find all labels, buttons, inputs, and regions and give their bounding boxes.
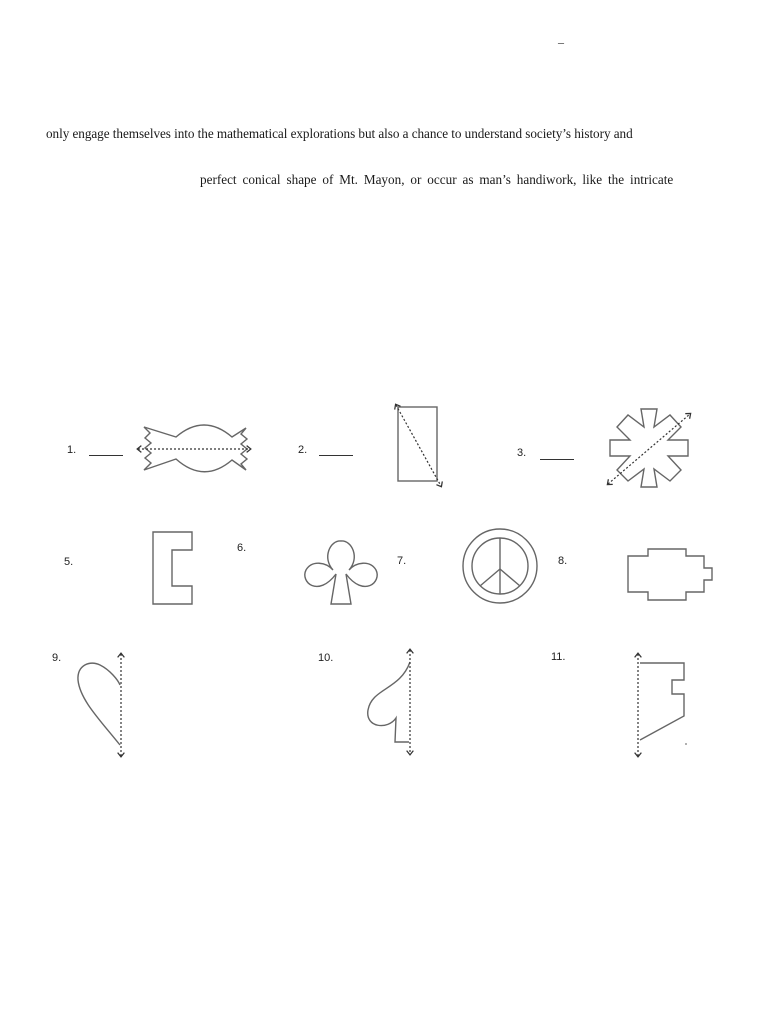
item-6-number: 6.	[237, 542, 247, 554]
item-7-number: 7.	[397, 555, 407, 567]
item-3-star-shape	[608, 409, 690, 487]
item-1-candy-wrapper-shape	[138, 425, 250, 472]
item-8-number: 8.	[558, 555, 568, 567]
item-10-number: 10.	[318, 652, 334, 664]
item-2-rectangle-shape	[396, 405, 441, 486]
top-dash-mark: –	[558, 35, 564, 49]
item-3-number: 3.	[517, 447, 527, 459]
stray-dot	[685, 743, 687, 745]
item-7-peace-shape	[463, 529, 537, 603]
half-spade-outline	[368, 662, 410, 742]
item-9-number: 9.	[52, 652, 62, 664]
item-2-number: 2.	[298, 444, 308, 456]
paragraph-line-2: perfect conical shape of Mt. Mayon, or occur as man’s handiwork, like the intricate	[200, 172, 674, 187]
battery-outline	[628, 549, 712, 600]
club-outline	[305, 541, 377, 604]
paragraph-line-1: only engage themselves into the mathematical explorations but also a chance to understand society’s history and	[46, 126, 633, 141]
half-heart-outline	[78, 663, 120, 745]
item-9-half-heart-shape	[78, 654, 121, 756]
item-5-number: 5.	[64, 556, 74, 568]
star-outline	[610, 409, 688, 487]
peace-left-bar	[480, 569, 500, 586]
candy-outline	[144, 425, 247, 472]
item-8-battery-shape	[628, 549, 712, 600]
rectangle-diagonal-line	[396, 405, 441, 486]
item-10-half-spade-shape	[368, 650, 410, 754]
item-5-bracket-shape	[153, 532, 192, 604]
item-11-number: 11.	[551, 651, 566, 663]
half-house-outline	[640, 663, 684, 740]
peace-right-bar	[500, 569, 520, 586]
item-1-number: 1.	[67, 444, 77, 456]
item-6-club-shape	[305, 541, 377, 604]
bracket-outline	[153, 532, 192, 604]
item-11-half-house-shape	[638, 654, 687, 756]
